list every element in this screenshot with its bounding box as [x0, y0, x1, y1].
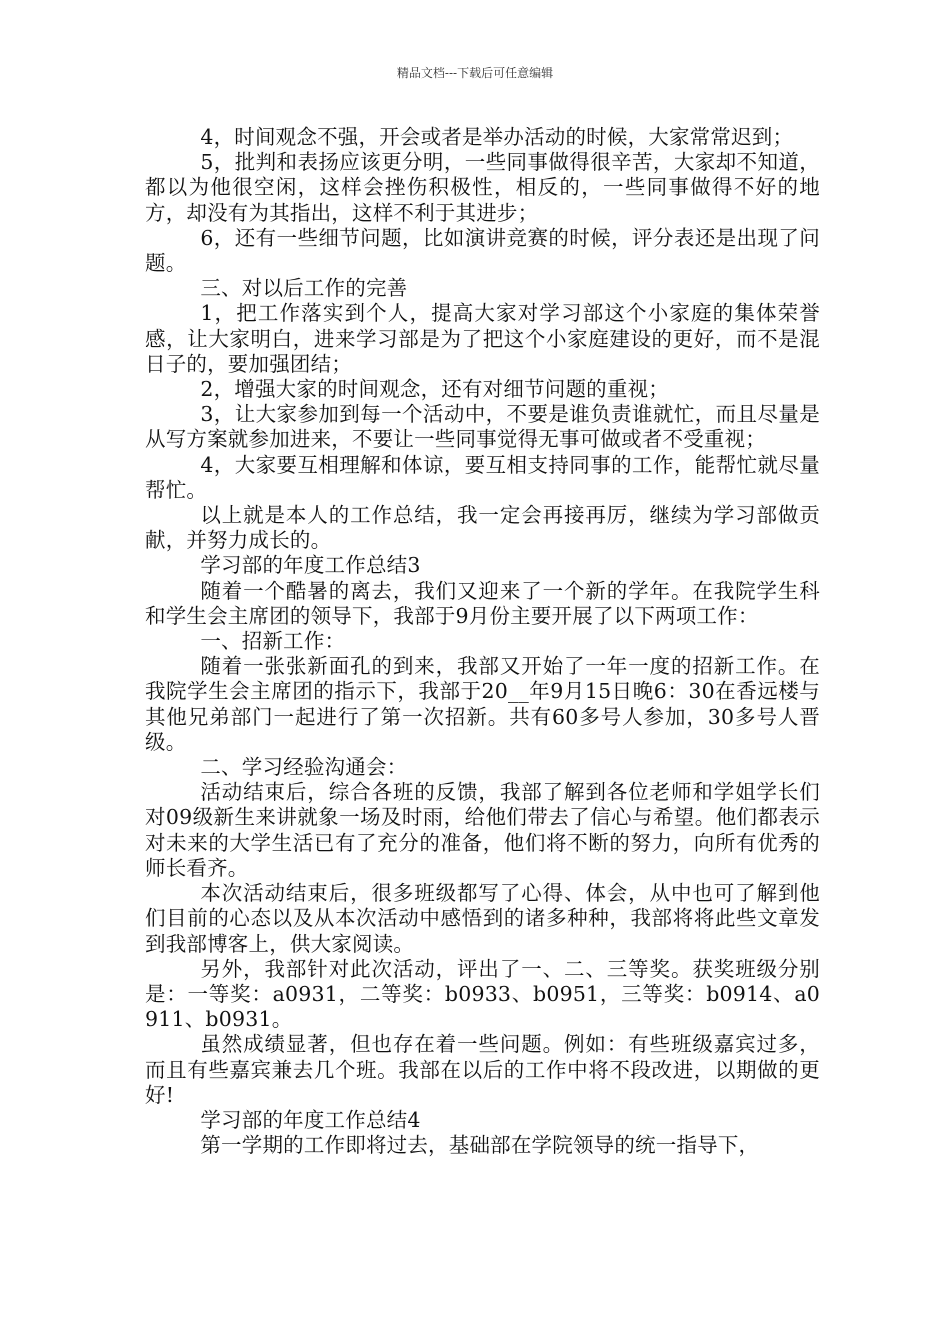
paragraph: 活动结束后，综合各班的反馈，我部了解到各位老师和学姐学长们对09级新生来讲就象一场及时雨，给他们带去了信心与希望。他们都表示对未来的大学生活已有了充分的准备，他们将不断的努力，向所有优秀的师长看齐。: [145, 780, 820, 880]
section-heading: 三、对以后工作的完善: [200, 276, 408, 301]
paragraph: 2，增强大家的时间观念，还有对细节问题的重视；: [200, 377, 669, 402]
paragraph: 4，大家要互相理解和体谅，要互相支持同事的工作，能帮忙就尽量帮忙。: [145, 452, 820, 502]
page-header: 精品文档---下载后可任意编辑: [396, 66, 554, 80]
section-heading: 二、学习经验沟通会：: [200, 755, 408, 780]
paragraph: 4，时间观念不强，开会或者是举办活动的时候，大家常常迟到；: [200, 125, 794, 149]
paragraph: 5，批判和表扬应该更分明，一些同事做得很辛苦，大家却不知道，都以为他很空闲，这样会挫伤积极性，相反的，一些同事做得不好的地方，却没有为其指出，这样不利于其进步；: [145, 150, 820, 225]
paragraph: 随着一张张新面孔的到来，我部又开始了一年一度的招新工作。在我院学生会主席团的指示下，我部于20__年9月15日晚6：30在香远楼与其他兄弟部门一起进行了第一次招新。共有60多号人参加，30多号人晋级。: [145, 654, 820, 754]
section-heading: 一、招新工作：: [200, 629, 346, 654]
paragraph: 3，让大家参加到每一个活动中，不要是谁负责谁就忙，而且尽量是从写方案就参加进来，不要让一些同事觉得无事可做或者不受重视；: [145, 402, 820, 452]
paragraph: 本次活动结束后，很多班级都写了心得、体会，从中也可了解到他们目前的心态以及从本次活动中感悟到的诸多种种，我部将将此些文章发到我部博客上，供大家阅读。: [145, 881, 820, 956]
paragraph: 第一学期的工作即将过去，基础部在学院领导的统一指导下，: [200, 1133, 760, 1158]
section-title: 学习部的年度工作总结4: [200, 1107, 421, 1132]
document-body: [145, 125, 820, 1158]
section-title: 学习部的年度工作总结3: [200, 553, 421, 578]
paragraph: 另外，我部针对此次活动，评出了一、二、三等奖。获奖班级分别是：一等奖：a0931，二等奖：b0933、b0951，三等奖：b0914、a0911、b0931。: [145, 956, 820, 1032]
paragraph: 以上就是本人的工作总结，我一定会再接再厉，继续为学习部做贡献，并努力成长的。: [145, 503, 820, 553]
paragraph: 1，把工作落实到个人，提高大家对学习部这个小家庭的集体荣誉感，让大家明白，进来学习部是为了把这个小家庭建设的更好，而不是混日子的，要加强团结；: [145, 301, 820, 376]
paragraph: 随着一个酷暑的离去，我们又迎来了一个新的学年。在我院学生科和学生会主席团的领导下，我部于9月份主要开展了以下两项工作：: [145, 578, 820, 628]
paragraph: 6，还有一些细节问题，比如演讲竞赛的时候，评分表还是出现了问题。: [145, 225, 820, 276]
paragraph: 虽然成绩显著，但也存在着一些问题。例如：有些班级嘉宾过多，而且有些嘉宾兼去几个班。我部在以后的工作中将不段改进，以期做的更好!: [145, 1032, 820, 1107]
